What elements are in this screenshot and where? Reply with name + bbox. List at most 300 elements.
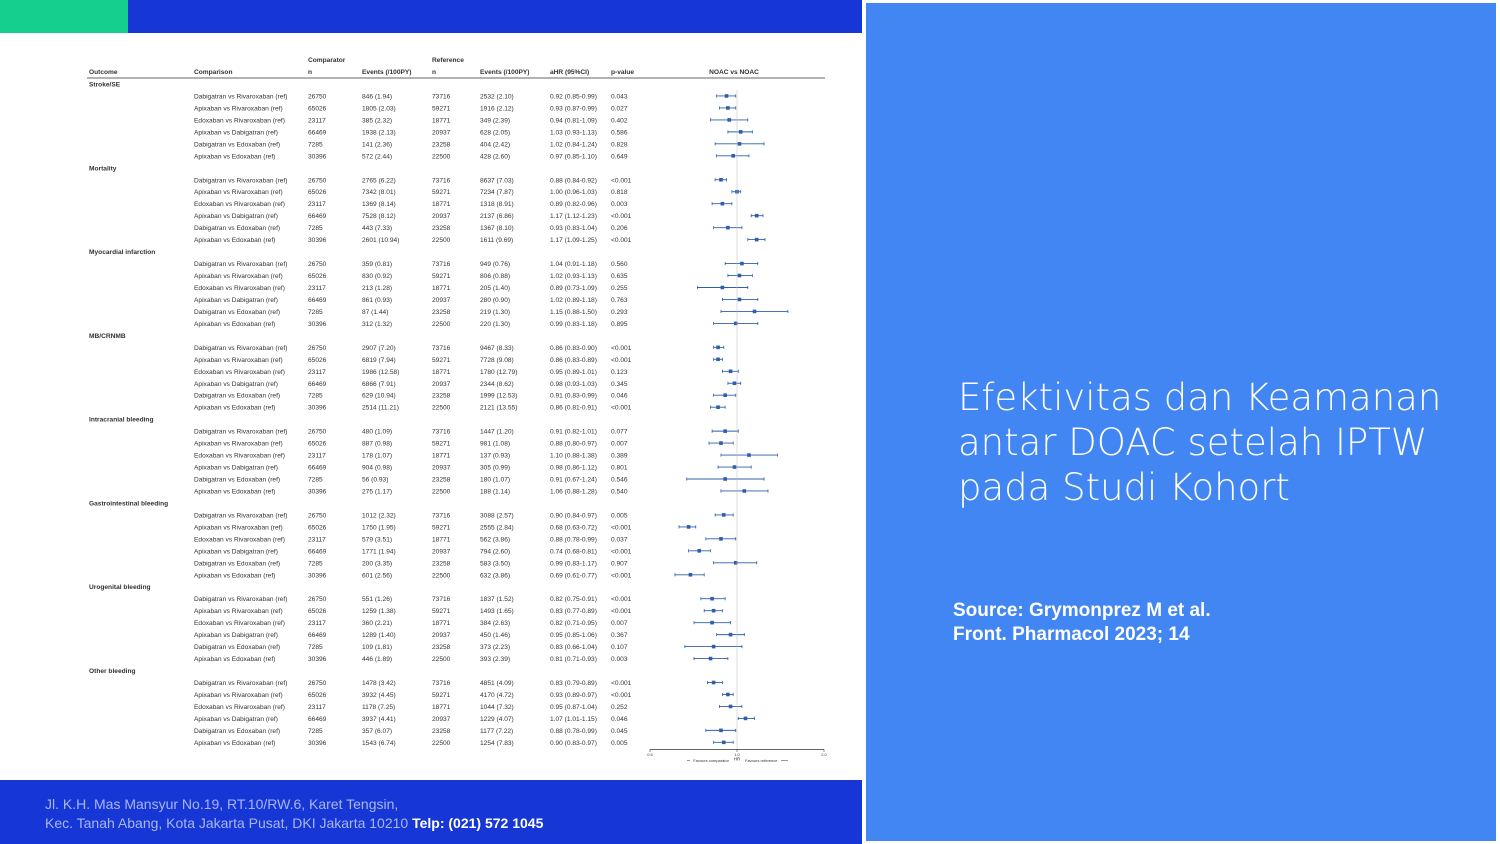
n-cell: 26750 — [308, 177, 327, 185]
hr-point — [740, 262, 744, 266]
events-ref-cell: 7234 (7.87) — [480, 189, 514, 197]
events-ref-cell: 8637 (7.03) — [480, 177, 514, 185]
hr-point — [738, 142, 742, 146]
p-value-cell: 0.828 — [611, 141, 628, 149]
n-cell: 23117 — [308, 536, 326, 544]
events-cell: 1178 (7.25) — [362, 703, 396, 711]
n-cell: 30396 — [308, 237, 327, 245]
comparison-cell: Dabigatran vs Rivaroxaban (ref) — [194, 93, 288, 101]
events-cell: 141 (2.36) — [362, 141, 393, 149]
hr-point — [744, 717, 748, 721]
n-ref-cell: 59271 — [432, 189, 451, 197]
ahr-cell: 0.95 (0.89-1.01) — [550, 368, 597, 376]
ahr-cell: 1.17 (1.12-1.23) — [550, 213, 597, 221]
n-ref-cell: 73716 — [432, 261, 451, 269]
events-ref-cell: 404 (2.42) — [480, 141, 511, 149]
events-ref-cell: 384 (2.63) — [480, 620, 511, 628]
ahr-cell: 0.82 (0.75-0.91) — [550, 596, 597, 604]
hr-point — [710, 597, 714, 601]
events-cell: 846 (1.94) — [362, 93, 393, 101]
events-cell: 601 (2.56) — [362, 572, 393, 580]
comparison-cell: Dabigatran vs Rivaroxaban (ref) — [194, 261, 288, 269]
comparison-cell: Edoxaban vs Rivaroxaban (ref) — [194, 703, 285, 711]
x-axis-center-label: HR — [733, 756, 741, 762]
n-ref-cell: 22500 — [432, 153, 451, 161]
events-ref-cell: 1780 (12.79) — [480, 368, 518, 376]
comparison-cell: Edoxaban vs Rivaroxaban (ref) — [194, 452, 285, 460]
n-cell: 30396 — [308, 153, 327, 161]
events-cell: 572 (2.44) — [362, 153, 393, 161]
comparison-cell: Dabigatran vs Edoxaban (ref) — [194, 560, 281, 568]
p-value-cell: 0.367 — [611, 632, 628, 640]
p-value-cell: 0.077 — [611, 428, 628, 436]
ahr-cell: 1.00 (0.96-1.03) — [550, 189, 597, 197]
n-ref-cell: 18771 — [432, 284, 451, 292]
ahr-cell: 0.86 (0.83-0.90) — [550, 344, 597, 352]
n-ref-cell: 18771 — [432, 201, 451, 209]
comparison-cell: Apixaban vs Dabigatran (ref) — [194, 296, 278, 304]
n-ref-cell: 18771 — [432, 620, 451, 628]
n-cell: 7285 — [308, 476, 323, 484]
n-ref-cell: 20937 — [432, 296, 451, 304]
address-line-1: Jl. K.H. Mas Mansyur No.19, RT.10/RW.6, Karet Tengsin, — [45, 796, 399, 812]
p-value-cell: 0.546 — [611, 476, 628, 484]
ahr-cell: 0.88 (0.80-0.97) — [550, 440, 597, 448]
comparison-cell: Apixaban vs Dabigatran (ref) — [194, 464, 278, 472]
outcome-group-label: Urogenital bleeding — [89, 584, 151, 592]
p-value-cell: 0.540 — [611, 488, 628, 496]
ahr-cell: 1.07 (1.01-1.15) — [550, 715, 597, 723]
x-axis-tick-label: 2.0 — [821, 751, 827, 757]
p-value-cell: 0.389 — [611, 452, 628, 460]
hr-point — [719, 178, 723, 182]
events-ref-cell: 1447 (1.20) — [480, 428, 514, 436]
ahr-cell: 1.10 (0.88-1.38) — [550, 452, 597, 460]
hr-point — [733, 465, 737, 469]
events-ref-cell: 393 (2.39) — [480, 656, 511, 664]
hr-point — [689, 573, 693, 577]
n-cell: 65026 — [308, 691, 327, 699]
n-cell: 26750 — [308, 512, 327, 520]
source-line-1: Source: Grymonprez M et al. — [953, 600, 1211, 621]
comparison-cell: Dabigatran vs Edoxaban (ref) — [194, 727, 281, 735]
events-cell: 359 (0.81) — [362, 261, 393, 269]
events-cell: 2765 (6.22) — [362, 177, 396, 185]
address-footer — [0, 780, 862, 844]
header-reference-group: Reference — [432, 57, 464, 64]
p-value-cell: 0.037 — [611, 536, 628, 544]
header-ahr: aHR (95%CI) — [550, 69, 590, 76]
ahr-cell: 0.91 (0.82-1.01) — [550, 428, 597, 436]
ahr-cell: 1.02 (0.84-1.24) — [550, 141, 597, 149]
hr-point — [755, 238, 759, 242]
hr-point — [710, 621, 714, 625]
events-ref-cell: 205 (1.40) — [480, 284, 511, 292]
hr-point — [712, 681, 716, 685]
p-value-cell: 0.107 — [611, 644, 628, 652]
n-cell: 30396 — [308, 656, 327, 664]
n-ref-cell: 23258 — [432, 476, 451, 484]
comparison-cell: Edoxaban vs Rivaroxaban (ref) — [194, 368, 285, 376]
top-accent-stripe — [0, 0, 128, 33]
n-ref-cell: 73716 — [432, 93, 451, 101]
hr-point — [716, 346, 720, 350]
outcome-group-label: Other bleeding — [89, 668, 136, 676]
events-ref-cell: 220 (1.30) — [480, 320, 511, 328]
ahr-cell: 0.95 (0.85-1.06) — [550, 632, 597, 640]
comparison-cell: Dabigatran vs Edoxaban (ref) — [194, 141, 281, 149]
comparison-cell: Edoxaban vs Rivaroxaban (ref) — [194, 201, 285, 209]
header-p-value: p-value — [611, 69, 635, 76]
comparison-cell: Dabigatran vs Edoxaban (ref) — [194, 476, 281, 484]
events-cell: 446 (1.89) — [362, 656, 393, 664]
p-value-cell: 0.818 — [611, 189, 628, 197]
comparison-cell: Apixaban vs Rivaroxaban (ref) — [194, 608, 283, 616]
n-cell: 66469 — [308, 380, 327, 388]
events-cell: 579 (3.51) — [362, 536, 393, 544]
events-ref-cell: 1044 (7.32) — [480, 703, 514, 711]
comparison-cell: Apixaban vs Dabigatran (ref) — [194, 129, 278, 137]
events-ref-cell: 981 (1.08) — [480, 440, 511, 448]
events-cell: 109 (1.81) — [362, 644, 393, 652]
hr-point — [729, 705, 733, 709]
events-cell: 1012 (2.32) — [362, 512, 396, 520]
ahr-cell: 0.82 (0.71-0.95) — [550, 620, 597, 628]
slide-title: Efektivitas dan Keamanan antar DOAC setelah IPTW pada Studi Kohort — [958, 376, 1442, 509]
ahr-cell: 1.03 (0.93-1.13) — [550, 129, 597, 137]
header-outcome: Outcome — [89, 69, 118, 76]
hr-point — [753, 310, 757, 314]
hr-point — [747, 453, 751, 457]
n-ref-cell: 18771 — [432, 452, 451, 460]
n-cell: 23117 — [308, 703, 326, 711]
n-ref-cell: 22500 — [432, 572, 451, 580]
favours-comparator-label: Favours comparator — [693, 757, 729, 763]
events-ref-cell: 9467 (8.33) — [480, 344, 514, 352]
events-ref-cell: 2121 (13.55) — [480, 404, 518, 412]
p-value-cell: 0.895 — [611, 320, 628, 328]
n-cell: 26750 — [308, 680, 327, 687]
n-ref-cell: 59271 — [432, 105, 451, 113]
n-cell: 7285 — [308, 392, 323, 400]
p-value-cell: 0.801 — [611, 464, 628, 472]
events-ref-cell: 949 (0.76) — [480, 261, 511, 269]
events-cell: 275 (1.17) — [362, 488, 393, 496]
n-cell: 30396 — [308, 320, 327, 328]
events-cell: 1771 (1.94) — [362, 548, 396, 556]
n-cell: 7285 — [308, 560, 323, 568]
p-value-cell: <0.001 — [611, 177, 632, 185]
n-ref-cell: 20937 — [432, 129, 451, 137]
ahr-cell: 0.94 (0.81-1.09) — [550, 117, 597, 125]
events-cell: 2601 (10.94) — [362, 237, 400, 245]
p-value-cell: <0.001 — [611, 680, 632, 687]
events-ref-cell: 1837 (1.52) — [480, 596, 514, 604]
ahr-cell: 0.86 (0.81-0.91) — [550, 404, 597, 412]
n-cell: 7285 — [308, 225, 323, 233]
events-ref-cell: 562 (3.86) — [480, 536, 511, 544]
comparison-cell: Dabigatran vs Rivaroxaban (ref) — [194, 596, 288, 604]
n-cell: 65026 — [308, 440, 327, 448]
events-ref-cell: 7728 (9.08) — [480, 356, 514, 364]
hr-point — [712, 609, 716, 613]
comparison-cell: Dabigatran vs Edoxaban (ref) — [194, 392, 281, 400]
n-ref-cell: 20937 — [432, 213, 451, 221]
events-ref-cell: 4851 (4.09) — [480, 680, 514, 687]
n-ref-cell: 22500 — [432, 404, 451, 412]
events-cell: 7342 (8.01) — [362, 189, 396, 197]
comparison-cell: Apixaban vs Rivaroxaban (ref) — [194, 356, 283, 364]
comparison-cell: Apixaban vs Dabigatran (ref) — [194, 548, 278, 556]
outcome-group-label: MB/CRNMB — [89, 332, 126, 340]
n-cell: 26750 — [308, 93, 327, 101]
comparison-cell: Edoxaban vs Rivaroxaban (ref) — [194, 117, 285, 125]
events-cell: 629 (10.94) — [362, 392, 396, 400]
ahr-cell: 0.88 (0.78-0.99) — [550, 536, 597, 544]
events-ref-cell: 180 (1.07) — [480, 476, 511, 484]
comparison-cell: Apixaban vs Edoxaban (ref) — [194, 404, 276, 412]
events-cell: 1938 (2.13) — [362, 129, 396, 137]
n-cell: 66469 — [308, 715, 327, 723]
ahr-cell: 1.02 (0.93-1.13) — [550, 273, 597, 281]
p-value-cell: 0.003 — [611, 201, 628, 209]
events-ref-cell: 219 (1.30) — [480, 308, 511, 316]
n-ref-cell: 22500 — [432, 237, 451, 245]
ahr-cell: 0.91 (0.67-1.24) — [550, 476, 597, 484]
comparison-cell: Apixaban vs Edoxaban (ref) — [194, 237, 276, 245]
events-cell: 2514 (11.21) — [362, 404, 399, 412]
events-cell: 312 (1.32) — [362, 320, 393, 328]
n-cell: 26750 — [308, 596, 327, 604]
n-cell: 65026 — [308, 189, 327, 197]
p-value-cell: <0.001 — [611, 596, 632, 604]
n-ref-cell: 73716 — [432, 344, 451, 352]
n-ref-cell: 59271 — [432, 440, 451, 448]
hr-point — [716, 405, 720, 409]
source-line-2: Front. Pharmacol 2023; 14 — [953, 624, 1190, 645]
p-value-cell: <0.001 — [611, 548, 632, 556]
n-ref-cell: 18771 — [432, 703, 451, 711]
events-ref-cell: 628 (2.05) — [480, 129, 511, 137]
n-ref-cell: 20937 — [432, 632, 451, 640]
n-cell: 65026 — [308, 105, 327, 113]
ahr-cell: 0.93 (0.89-0.97) — [550, 691, 597, 699]
comparison-cell: Dabigatran vs Rivaroxaban (ref) — [194, 177, 288, 185]
events-cell: 887 (0.98) — [362, 440, 393, 448]
events-ref-cell: 280 (0.90) — [480, 296, 511, 304]
p-value-cell: <0.001 — [611, 691, 632, 699]
forest-plot-svg — [0, 33, 862, 780]
n-cell: 26750 — [308, 344, 327, 352]
ahr-cell: 1.15 (0.88-1.50) — [550, 308, 597, 316]
comparison-cell: Apixaban vs Dabigatran (ref) — [194, 632, 278, 640]
events-ref-cell: 794 (2.60) — [480, 548, 511, 556]
events-cell: 6819 (7.94) — [362, 356, 396, 364]
ahr-cell: 0.99 (0.83-1.17) — [550, 560, 597, 568]
n-ref-cell: 22500 — [432, 739, 451, 747]
hr-point — [755, 214, 759, 218]
events-cell: 357 (6.07) — [362, 727, 393, 735]
n-cell: 7285 — [308, 727, 323, 735]
p-value-cell: 0.255 — [611, 284, 628, 292]
comparison-cell: Apixaban vs Rivaroxaban (ref) — [194, 189, 283, 197]
events-cell: 360 (2.21) — [362, 620, 393, 628]
n-ref-cell: 59271 — [432, 608, 451, 616]
address-line-2-text: Kec. Tanah Abang, Kota Jakarta Pusat, DKI Jakarta 10210 — [45, 815, 409, 831]
ahr-cell: 0.90 (0.84-0.97) — [550, 512, 597, 520]
favours-reference-label: Favours reference — [745, 757, 778, 763]
hr-point — [726, 226, 730, 230]
n-ref-cell: 73716 — [432, 596, 451, 604]
outcome-group-label: Intracranial bleeding — [89, 416, 154, 424]
n-cell: 65026 — [308, 524, 327, 532]
ahr-cell: 0.88 (0.84-0.92) — [550, 177, 597, 185]
events-cell: 87 (1.44) — [362, 308, 389, 316]
n-ref-cell: 23258 — [432, 141, 451, 149]
n-ref-cell: 73716 — [432, 512, 451, 520]
events-ref-cell: 4170 (4.72) — [480, 691, 514, 699]
events-ref-cell: 1611 (9.69) — [480, 237, 514, 245]
ahr-cell: 1.04 (0.91-1.18) — [550, 261, 597, 269]
ahr-cell: 0.86 (0.83-0.89) — [550, 356, 597, 364]
n-ref-cell: 20937 — [432, 715, 451, 723]
hr-point — [719, 729, 723, 733]
events-cell: 3932 (4.45) — [362, 691, 396, 699]
comparison-cell: Apixaban vs Dabigatran (ref) — [194, 380, 278, 388]
hr-point — [719, 441, 723, 445]
comparison-cell: Apixaban vs Rivaroxaban (ref) — [194, 273, 283, 281]
n-cell: 66469 — [308, 129, 327, 137]
n-cell: 30396 — [308, 488, 327, 496]
p-value-cell: <0.001 — [611, 608, 632, 616]
n-cell: 66469 — [308, 464, 327, 472]
p-value-cell: <0.001 — [611, 356, 632, 364]
hr-point — [723, 429, 727, 433]
address-line-2 — [45, 815, 543, 831]
n-cell: 23117 — [308, 620, 326, 628]
comparison-cell: Apixaban vs Rivaroxaban (ref) — [194, 524, 283, 532]
events-cell: 385 (2.32) — [362, 117, 393, 125]
n-ref-cell: 73716 — [432, 680, 451, 687]
events-ref-cell: 1916 (2.12) — [480, 105, 514, 113]
comparison-cell: Apixaban vs Edoxaban (ref) — [194, 572, 276, 580]
n-cell: 23117 — [308, 117, 326, 125]
n-ref-cell: 20937 — [432, 380, 451, 388]
n-ref-cell: 20937 — [432, 464, 451, 472]
p-value-cell: 0.046 — [611, 715, 628, 723]
ahr-cell: 0.92 (0.85-0.99) — [550, 93, 597, 101]
events-ref-cell: 1367 (8.10) — [480, 225, 514, 233]
p-value-cell: 0.649 — [611, 153, 628, 161]
ahr-cell: 0.89 (0.82-0.96) — [550, 201, 597, 209]
events-cell: 1259 (1.38) — [362, 608, 396, 616]
hr-point — [726, 693, 730, 697]
events-ref-cell: 1318 (8.91) — [480, 201, 514, 209]
n-ref-cell: 18771 — [432, 117, 451, 125]
events-cell: 6866 (7.91) — [362, 380, 396, 388]
events-ref-cell: 188 (1.14) — [480, 488, 511, 496]
events-ref-cell: 1493 (1.65) — [480, 608, 514, 616]
n-cell: 66469 — [308, 213, 327, 221]
p-value-cell: 0.345 — [611, 380, 628, 388]
p-value-cell: 0.763 — [611, 296, 628, 304]
n-ref-cell: 23258 — [432, 560, 451, 568]
n-cell: 7285 — [308, 644, 323, 652]
comparison-cell: Apixaban vs Dabigatran (ref) — [194, 213, 278, 221]
p-value-cell: 0.007 — [611, 620, 628, 628]
hr-point — [726, 106, 730, 110]
ahr-cell: 0.95 (0.87-1.04) — [550, 703, 597, 711]
p-value-cell: 0.007 — [611, 440, 628, 448]
n-ref-cell: 23258 — [432, 644, 451, 652]
forest-plot-figure — [0, 33, 862, 780]
events-ref-cell: 428 (2.60) — [480, 153, 511, 161]
events-cell: 1369 (8.14) — [362, 201, 396, 209]
comparison-cell: Apixaban vs Dabigatran (ref) — [194, 715, 278, 723]
hr-point — [729, 633, 733, 637]
p-value-cell: 0.003 — [611, 656, 628, 664]
events-cell: 1805 (2.03) — [362, 105, 396, 113]
n-cell: 66469 — [308, 548, 327, 556]
events-cell: 830 (0.92) — [362, 273, 393, 281]
hr-point — [738, 274, 742, 278]
hr-point — [687, 525, 691, 529]
n-cell: 23117 — [308, 368, 326, 376]
p-value-cell: 0.402 — [611, 117, 628, 125]
events-ref-cell: 305 (0.99) — [480, 464, 511, 472]
p-value-cell: 0.586 — [611, 129, 628, 137]
hr-point — [739, 130, 743, 134]
ahr-cell: 0.68 (0.63-0.72) — [550, 524, 597, 532]
events-ref-cell: 2137 (6.86) — [480, 213, 514, 221]
hr-point — [721, 202, 725, 206]
events-cell: 2907 (7.20) — [362, 344, 396, 352]
events-ref-cell: 583 (3.50) — [480, 560, 511, 568]
n-ref-cell: 23258 — [432, 727, 451, 735]
hr-point — [697, 549, 701, 553]
events-ref-cell: 1999 (12.53) — [480, 392, 518, 400]
n-ref-cell: 23258 — [432, 308, 451, 316]
p-value-cell: <0.001 — [611, 572, 632, 580]
n-cell: 7285 — [308, 308, 323, 316]
n-ref-cell: 20937 — [432, 548, 451, 556]
hr-point — [722, 513, 726, 517]
events-cell: 1478 (3.42) — [362, 680, 396, 687]
header-events-ref: Events (/100PY) — [480, 69, 530, 76]
events-ref-cell: 1229 (4.07) — [480, 715, 514, 723]
header-comparator-group: Comparator — [308, 57, 346, 64]
phone-number: Telp: (021) 572 1045 — [412, 815, 544, 831]
p-value-cell: 0.635 — [611, 273, 628, 281]
n-cell: 23117 — [308, 452, 326, 460]
ahr-cell: 0.88 (0.78-0.99) — [550, 727, 597, 735]
p-value-cell: 0.045 — [611, 727, 628, 735]
ahr-cell: 0.93 (0.83-1.04) — [550, 225, 597, 233]
comparison-cell: Apixaban vs Edoxaban (ref) — [194, 320, 276, 328]
ahr-cell: 0.83 (0.79-0.89) — [550, 680, 597, 687]
top-brand-bar — [0, 0, 862, 33]
n-ref-cell: 23258 — [432, 392, 451, 400]
hr-point — [709, 657, 713, 661]
header-n-ref: n — [432, 69, 437, 76]
events-ref-cell: 373 (2.23) — [480, 644, 511, 652]
hr-point — [727, 118, 731, 122]
n-ref-cell: 22500 — [432, 656, 451, 664]
n-ref-cell: 73716 — [432, 428, 451, 436]
events-ref-cell: 1177 (7.22) — [480, 727, 514, 735]
hr-point — [725, 94, 729, 98]
n-ref-cell: 18771 — [432, 368, 451, 376]
